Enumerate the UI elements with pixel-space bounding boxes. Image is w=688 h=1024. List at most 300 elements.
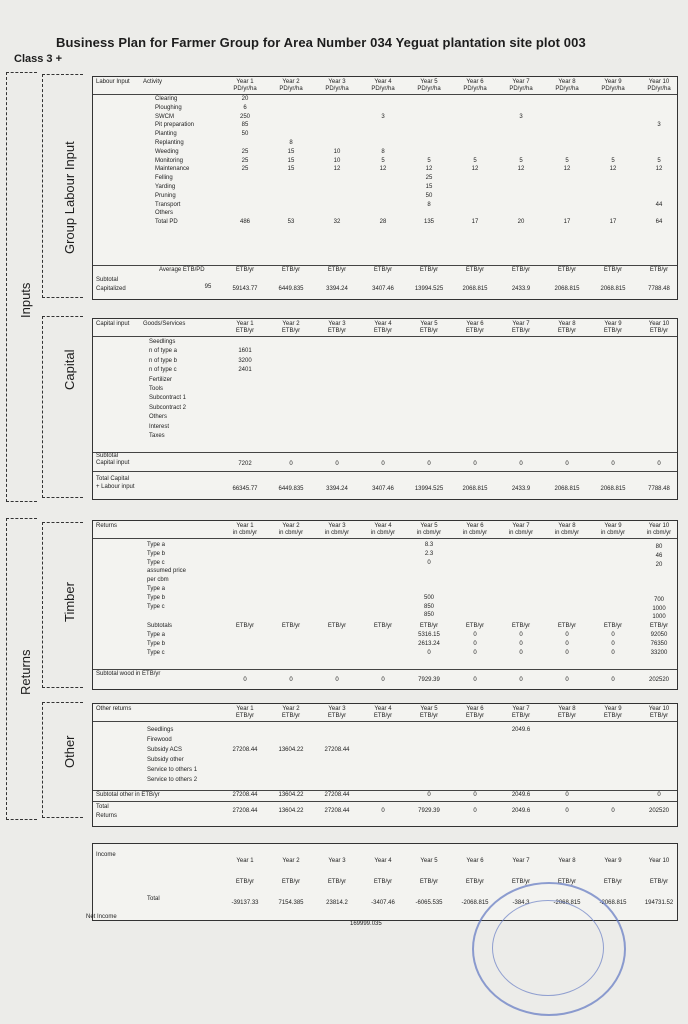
other-subtotal-cell: 13604.22 <box>278 792 304 798</box>
timber-header-cell: Year 2 in cbm/yr <box>278 523 304 536</box>
capital-item-label: n of type b <box>149 357 178 364</box>
capital-input-table <box>92 318 678 500</box>
labour-value-cell: 25 <box>425 175 433 182</box>
capital-subtotal-cell: 0 <box>519 461 523 467</box>
income-total-cell: -6065.535 <box>415 900 443 906</box>
labour-value-cell: 5 <box>473 157 477 164</box>
labour-value-cell: 6 <box>243 104 247 111</box>
other-item-label: Seedlings <box>147 727 174 733</box>
labour-header-cell: Year 6 PD/yr/ha <box>463 79 487 92</box>
timber-header-cell: Year 5 in cbm/yr <box>416 523 442 536</box>
labour-value-cell: 50 <box>425 192 433 199</box>
returns-side-label: Returns <box>18 649 33 695</box>
timber-item-label: Type a <box>147 586 166 592</box>
capital-header-cell: Year 1 ETB/yr <box>235 321 255 334</box>
labour-capitalized-label: Capitalized <box>96 286 126 292</box>
labour-activity-label: Clearing <box>155 96 178 102</box>
timber-year10-cell: 1000 <box>652 614 666 621</box>
labour-capitalized-cell: 7788.48 <box>648 286 670 292</box>
timber-value-cell: 0 <box>565 632 569 638</box>
timber-item-label: assumed price <box>147 568 187 575</box>
capital-bracket <box>42 316 83 498</box>
timber-value-cell: 0 <box>519 641 523 647</box>
capital-header-cell: Year 2 ETB/yr <box>281 321 301 334</box>
timber-item-label: per cbm <box>147 577 169 584</box>
timber-unit-cell: ETB/yr <box>465 623 485 629</box>
capital-item-label: Tools <box>149 386 164 392</box>
income-unit-cell: ETB/yr <box>603 879 623 885</box>
labour-activity-label: Pit preparation <box>155 122 195 129</box>
labour-value-cell: 8 <box>381 148 385 155</box>
labour-activity-label: Planting <box>155 131 177 138</box>
capital-total-label: Total Capital + Labour input <box>96 476 135 490</box>
income-unit-cell: ETB/yr <box>281 879 301 885</box>
other-header-cell: Year 8 ETB/yr <box>557 706 577 719</box>
labour-subtotal-label: Subtotal <box>96 277 119 283</box>
timber-unit-cell: ETB/yr <box>649 623 669 629</box>
labour-value-cell: 15 <box>287 148 295 155</box>
timber-year5-cell: 500 <box>423 594 434 601</box>
income-total-cell: 194731.52 <box>644 900 674 906</box>
capital-subtotal-cell: 0 <box>565 461 569 467</box>
labour-activity-label: Pruning <box>155 192 176 199</box>
capital-header-cell: Year 4 ETB/yr <box>373 321 393 334</box>
capital-item-label: n of type a <box>149 348 178 355</box>
labour-value-cell: 12 <box>563 166 571 173</box>
timber-unit-cell: ETB/yr <box>511 623 531 629</box>
timber-year10-cell: 46 <box>655 552 663 559</box>
labour-capitalized-cell: 2068.815 <box>600 286 626 292</box>
labour-value-cell: 12 <box>655 166 663 173</box>
capital-total-cell: 2433.9 <box>511 486 531 492</box>
labour-value-cell: 25 <box>241 157 249 164</box>
timber-value-cell: 0 <box>519 632 523 638</box>
labour-header-cell: Year 3 PD/yr/ha <box>325 79 349 92</box>
timber-header-cell: Year 10 in cbm/yr <box>646 523 672 536</box>
labour-unit-cell: ETB/yr <box>373 267 393 273</box>
timber-header-cell: Year 8 in cbm/yr <box>554 523 580 536</box>
labour-header-cell: Year 10 PD/yr/ha <box>647 79 671 92</box>
capital-header-cell: Year 6 ETB/yr <box>465 321 485 334</box>
timber-subtotal-cell: 202520 <box>648 677 670 683</box>
timber-section-label: Timber <box>62 582 77 622</box>
labour-value-cell: 53 <box>287 219 295 226</box>
labour-value-cell: 8 <box>427 201 431 208</box>
timber-value-cell: 0 <box>473 632 477 638</box>
timber-subtotal-cell: 0 <box>289 677 293 683</box>
income-label: Income <box>96 852 116 858</box>
timber-subtotal-cell: 0 <box>611 677 615 683</box>
labour-header-cell: Year 9 PD/yr/ha <box>601 79 625 92</box>
timber-value-label: Type b <box>147 641 166 647</box>
labour-unit-cell: ETB/yr <box>419 267 439 273</box>
capital-subtotal-cell: 7202 <box>238 461 252 467</box>
timber-unit-cell: ETB/yr <box>557 623 577 629</box>
timber-header-cell: Returns <box>96 523 118 529</box>
other-header-cell: Year 2 ETB/yr <box>281 706 301 719</box>
other-header-cell: Year 7 ETB/yr <box>511 706 531 719</box>
document-title: Business Plan for Farmer Group for Area Number 034 Yeguat plantation site plot 003 <box>56 35 586 50</box>
timber-item-label: Type a <box>147 542 166 548</box>
income-total-cell: -39137.33 <box>231 900 259 906</box>
other-total-cell: 27208.44 <box>232 808 258 814</box>
income-total-cell: 23814.2 <box>326 900 348 906</box>
labour-capitalized-cell: 6449.835 <box>278 286 304 292</box>
labour-value-cell: 5 <box>657 157 661 164</box>
labour-unit-cell: ETB/yr <box>465 267 485 273</box>
labour-value-cell: 28 <box>379 219 387 226</box>
timber-item-label: Type c <box>147 559 165 566</box>
header-rule <box>93 336 677 337</box>
income-unit-cell: ETB/yr <box>511 879 531 885</box>
timber-unit-cell: ETB/yr <box>327 623 347 629</box>
labour-value-cell: 17 <box>563 219 571 226</box>
labour-header-cell: Labour Input <box>96 79 130 85</box>
total-rule <box>93 801 677 802</box>
timber-header-cell: Year 6 in cbm/yr <box>462 523 488 536</box>
other-section-label: Other <box>62 735 77 768</box>
timber-year5-cell: 0 <box>427 559 431 566</box>
timber-value-label: Type c <box>147 650 165 656</box>
labour-unit-cell: ETB/yr <box>327 267 347 273</box>
labour-value-cell: 5 <box>519 157 523 164</box>
header-rule <box>93 721 677 722</box>
timber-subtotal-cell: 0 <box>519 677 523 683</box>
labour-activity-label: Others <box>155 210 174 217</box>
timber-unit-cell: ETB/yr <box>373 623 393 629</box>
labour-capitalized-cell: 2068.815 <box>554 286 580 292</box>
capital-subtotal-label: Subtotal Capital input <box>96 453 130 466</box>
labour-header-cell: Year 5 PD/yr/ha <box>417 79 441 92</box>
labour-value-cell: 12 <box>333 166 341 173</box>
other-subtotal-cell: 27208.44 <box>232 792 258 798</box>
other-item-label: Service to others 1 <box>147 767 198 773</box>
labour-unit-cell: ETB/yr <box>557 267 577 273</box>
net-income-label: Net Income <box>86 914 117 920</box>
timber-header-cell: Year 4 in cbm/yr <box>370 523 396 536</box>
timber-subtotal-cell: 0 <box>381 677 385 683</box>
labour-unit-cell: ETB/yr <box>511 267 531 273</box>
labour-input-table <box>92 76 678 300</box>
labour-value-cell: 10 <box>333 157 341 164</box>
labour-value-cell: 3 <box>519 113 523 120</box>
capital-header-cell: Year 5 ETB/yr <box>419 321 439 334</box>
labour-value-cell: 12 <box>379 166 387 173</box>
timber-value-cell: 0 <box>565 641 569 647</box>
labour-value-cell: 12 <box>471 166 479 173</box>
timber-value-cell: 33200 <box>650 650 668 656</box>
labour-header-cell: Year 4 PD/yr/ha <box>371 79 395 92</box>
capital-item-label: Interest <box>149 423 170 430</box>
timber-year10-cell: 1000 <box>652 605 666 612</box>
timber-value-cell: 76350 <box>650 641 668 647</box>
labour-value-cell: 10 <box>333 148 341 155</box>
header-rule <box>93 538 677 539</box>
other-header-cell: Year 10 ETB/yr <box>648 706 670 719</box>
other-item-label: Subsidy ACS <box>147 747 183 753</box>
income-year-cell: Year 4 <box>374 858 392 864</box>
capital-value-cell: 3200 <box>238 357 252 364</box>
labour-activity-label: Yarding <box>155 184 176 190</box>
labour-activity-label: SWCM <box>155 113 174 120</box>
labour-capitalized-cell: 3394.24 <box>326 286 348 292</box>
timber-value-cell: 0 <box>427 650 431 656</box>
timber-year10-cell: 80 <box>655 544 663 550</box>
timber-item-label: Type b <box>147 594 166 601</box>
labour-value-cell: 8 <box>289 140 293 146</box>
other-value-cell: 2049.6 <box>511 727 531 733</box>
other-subtotal-cell: 0 <box>657 792 661 798</box>
other-header-cell: Year 3 ETB/yr <box>327 706 347 719</box>
timber-value-label: Type a <box>147 632 166 638</box>
capital-subtotal-cell: 0 <box>427 461 431 467</box>
subtotal-rule <box>93 452 677 453</box>
capital-total-cell: 2068.815 <box>462 486 488 492</box>
income-year-cell: Year 9 <box>604 858 622 864</box>
timber-year5-cell: 8.3 <box>424 542 434 548</box>
capital-subtotal-cell: 0 <box>289 461 293 467</box>
other-value-cell: 27208.44 <box>232 747 258 753</box>
labour-header-cell: Year 1 PD/yr/ha <box>233 79 257 92</box>
income-year-cell: Year 7 <box>512 858 530 864</box>
capital-header-cell: Year 9 ETB/yr <box>603 321 623 334</box>
timber-unit-cell: ETB/yr <box>281 623 301 629</box>
other-total-cell: 0 <box>381 808 385 814</box>
capital-total-cell: 3407.46 <box>372 486 394 492</box>
timber-value-cell: 0 <box>611 641 615 647</box>
other-subtotal-cell: 2049.6 <box>511 792 531 798</box>
other-total-cell: 2049.6 <box>511 808 531 814</box>
net-income-value: 169999.035 <box>350 921 382 927</box>
capital-subtotal-cell: 0 <box>657 461 661 467</box>
timber-subtotal-label: Subtotal wood in ETB/yr <box>96 671 161 677</box>
labour-value-cell: 486 <box>239 219 250 226</box>
timber-year5-cell: 2.3 <box>424 550 434 557</box>
labour-value-cell: 250 <box>239 113 250 120</box>
capital-section-label: Capital <box>62 349 77 390</box>
timber-value-cell: 0 <box>611 632 615 638</box>
timber-subtotal-cell: 0 <box>565 677 569 683</box>
capital-item-label: Taxes <box>149 433 165 439</box>
labour-value-cell: 32 <box>333 219 341 226</box>
labour-value-cell: 15 <box>425 184 433 190</box>
labour-value-cell: 3 <box>381 113 385 120</box>
labour-capitalized-cell: 2068.815 <box>462 286 488 292</box>
capital-total-cell: 13994.525 <box>414 486 444 492</box>
capital-total-cell: 2068.815 <box>600 486 626 492</box>
labour-value-cell: 85 <box>241 122 249 129</box>
subtotal-rule <box>93 790 677 791</box>
timber-header-cell: Year 3 in cbm/yr <box>324 523 350 536</box>
income-unit-cell: ETB/yr <box>235 879 255 885</box>
labour-header-cell: Activity <box>143 79 163 85</box>
other-item-label: Service to others 2 <box>147 777 198 783</box>
other-value-cell: 13604.22 <box>278 747 304 753</box>
timber-item-label: Type c <box>147 603 165 610</box>
capital-subtotal-cell: 0 <box>611 461 615 467</box>
other-item-label: Firewood <box>147 737 172 743</box>
income-unit-cell: ETB/yr <box>419 879 439 885</box>
labour-capitalized-cell: 13994.525 <box>414 286 444 292</box>
header-rule <box>93 94 677 95</box>
income-total-cell: 7154.385 <box>278 900 304 906</box>
capital-header-cell: Year 10 ETB/yr <box>648 321 670 334</box>
capital-subtotal-cell: 0 <box>473 461 477 467</box>
timber-value-cell: 0 <box>473 641 477 647</box>
other-total-cell: 0 <box>473 808 477 814</box>
capital-subtotal-cell: 0 <box>335 461 339 467</box>
other-total-cell: 7929.39 <box>418 808 440 814</box>
timber-year5-cell: 850 <box>423 603 434 610</box>
labour-value-cell: 12 <box>425 166 433 173</box>
labour-activity-label: Total PD <box>155 219 178 226</box>
capital-item-label: Fertilizer <box>149 376 173 383</box>
other-subtotal-cell: 0 <box>473 792 477 798</box>
labour-unit-cell: ETB/yr <box>235 267 255 273</box>
class-label: Class 3 + <box>14 53 63 65</box>
other-subtotal-cell: 0 <box>427 792 431 798</box>
timber-year5-cell: 850 <box>423 612 434 619</box>
income-year-cell: Year 3 <box>328 858 346 864</box>
labour-activity-label: Maintenance <box>155 166 190 173</box>
capital-value-cell: 2401 <box>238 367 252 374</box>
timber-value-cell: 0 <box>473 650 477 656</box>
capital-total-cell: 7788.48 <box>648 486 670 492</box>
other-total-cell: 0 <box>565 808 569 814</box>
income-year-cell: Year 1 <box>236 858 254 864</box>
income-unit-cell: ETB/yr <box>327 879 347 885</box>
other-total-label: Total Returns <box>96 804 118 819</box>
timber-value-cell: 0 <box>565 650 569 656</box>
income-unit-cell: ETB/yr <box>465 879 485 885</box>
timber-unit-cell: ETB/yr <box>603 623 623 629</box>
capital-item-label: Subcontract 2 <box>149 404 187 411</box>
income-total-cell: -2068.815 <box>461 900 489 906</box>
timber-item-label: Type b <box>147 550 166 557</box>
labour-unit-cell: ETB/yr <box>603 267 623 273</box>
labour-value-cell: 5 <box>381 157 385 164</box>
labour-value-cell: 50 <box>241 131 249 138</box>
income-total-label: Total <box>147 896 160 902</box>
timber-subtotals-label: Subtotals <box>147 623 173 629</box>
other-header-cell: Year 1 ETB/yr <box>235 706 255 719</box>
timber-returns-table <box>92 520 678 690</box>
labour-header-cell: Year 2 PD/yr/ha <box>279 79 303 92</box>
labour-capitalized-cell: 3407.46 <box>372 286 394 292</box>
income-total-cell: -2068.815 <box>599 900 627 906</box>
capital-item-label: Subcontract 1 <box>149 395 187 402</box>
other-header-cell: Year 4 ETB/yr <box>373 706 393 719</box>
capital-subtotal-cell: 0 <box>381 461 385 467</box>
labour-activity-label: Weeding <box>155 148 179 155</box>
other-item-label: Subsidy other <box>147 757 184 763</box>
capital-total-cell: 6449.835 <box>278 486 304 492</box>
income-total-cell: -384.3 <box>512 900 530 906</box>
other-header-cell: Year 6 ETB/yr <box>465 706 485 719</box>
timber-value-cell: 0 <box>611 650 615 656</box>
labour-capitalized-cell: 2433.9 <box>511 286 531 292</box>
timber-subtotal-cell: 7929.39 <box>418 677 440 683</box>
labour-value-cell: 17 <box>471 219 479 226</box>
labour-value-cell: 5 <box>565 157 569 164</box>
other-header-cell: Year 9 ETB/yr <box>603 706 623 719</box>
labour-activity-label: Replanting <box>155 140 184 146</box>
timber-subtotal-cell: 0 <box>473 677 477 683</box>
average-etb-value: 95 <box>204 284 212 290</box>
other-value-cell: 27208.44 <box>324 747 350 753</box>
other-total-cell: 0 <box>611 808 615 814</box>
other-header-cell: Year 5 ETB/yr <box>419 706 439 719</box>
income-total-cell: -3407.46 <box>371 900 395 906</box>
average-etb-label: Average ETB/PD <box>159 267 205 273</box>
timber-value-cell: 0 <box>519 650 523 656</box>
timber-header-cell: Year 1 in cbm/yr <box>232 523 258 536</box>
timber-value-cell: 2613.24 <box>418 641 440 647</box>
labour-value-cell: 17 <box>609 219 617 226</box>
total-rule <box>93 471 677 472</box>
capital-total-cell: 3394.24 <box>326 486 348 492</box>
timber-subtotal-cell: 0 <box>335 677 339 683</box>
labour-value-cell: 64 <box>655 219 663 226</box>
capital-header-cell: Goods/Services <box>143 321 186 327</box>
other-subtotal-cell: 27208.44 <box>324 792 350 798</box>
labour-activity-label: Felling <box>155 175 173 182</box>
income-total-cell: -2068.815 <box>553 900 581 906</box>
timber-unit-cell: ETB/yr <box>235 623 255 629</box>
income-year-cell: Year 8 <box>558 858 576 864</box>
labour-value-cell: 44 <box>655 201 663 208</box>
income-year-cell: Year 10 <box>648 858 670 864</box>
other-total-cell: 27208.44 <box>324 808 350 814</box>
capital-item-label: Seedlings <box>149 339 176 345</box>
labour-value-cell: 25 <box>241 166 249 173</box>
labour-value-cell: 135 <box>423 219 434 226</box>
labour-value-cell: 20 <box>517 219 525 226</box>
timber-header-cell: Year 9 in cbm/yr <box>600 523 626 536</box>
labour-unit-cell: ETB/yr <box>281 267 301 273</box>
labour-value-cell: 15 <box>287 166 295 173</box>
capital-total-cell: 2068.815 <box>554 486 580 492</box>
labour-value-cell: 3 <box>657 122 661 129</box>
other-total-cell: 13604.22 <box>278 808 304 814</box>
other-subtotal-cell: 0 <box>565 792 569 798</box>
labour-value-cell: 5 <box>427 157 431 164</box>
labour-capitalized-cell: 59143.77 <box>232 286 258 292</box>
income-unit-cell: ETB/yr <box>557 879 577 885</box>
other-header-cell: Other returns <box>96 706 132 712</box>
other-returns-table <box>92 703 678 827</box>
labour-header-cell: Year 8 PD/yr/ha <box>555 79 579 92</box>
labour-value-cell: 12 <box>609 166 617 173</box>
income-unit-cell: ETB/yr <box>649 879 669 885</box>
labour-activity-label: Monitoring <box>155 157 184 164</box>
capital-item-label: n of type c <box>149 367 177 374</box>
timber-value-cell: 92050 <box>650 632 668 638</box>
labour-section-label: Group Labour Input <box>62 141 77 254</box>
capital-header-cell: Capital input <box>96 321 130 327</box>
inputs-side-label: Inputs <box>18 282 33 318</box>
income-year-cell: Year 2 <box>282 858 300 864</box>
timber-year10-cell: 20 <box>655 561 663 568</box>
subtotal-rule <box>93 265 677 266</box>
subtotal-rule <box>93 669 677 670</box>
labour-header-cell: Year 7 PD/yr/ha <box>509 79 533 92</box>
labour-value-cell: 12 <box>517 166 525 173</box>
capital-header-cell: Year 7 ETB/yr <box>511 321 531 334</box>
labour-value-cell: 20 <box>241 96 249 102</box>
capital-item-label: Others <box>149 414 168 421</box>
timber-header-cell: Year 7 in cbm/yr <box>508 523 534 536</box>
